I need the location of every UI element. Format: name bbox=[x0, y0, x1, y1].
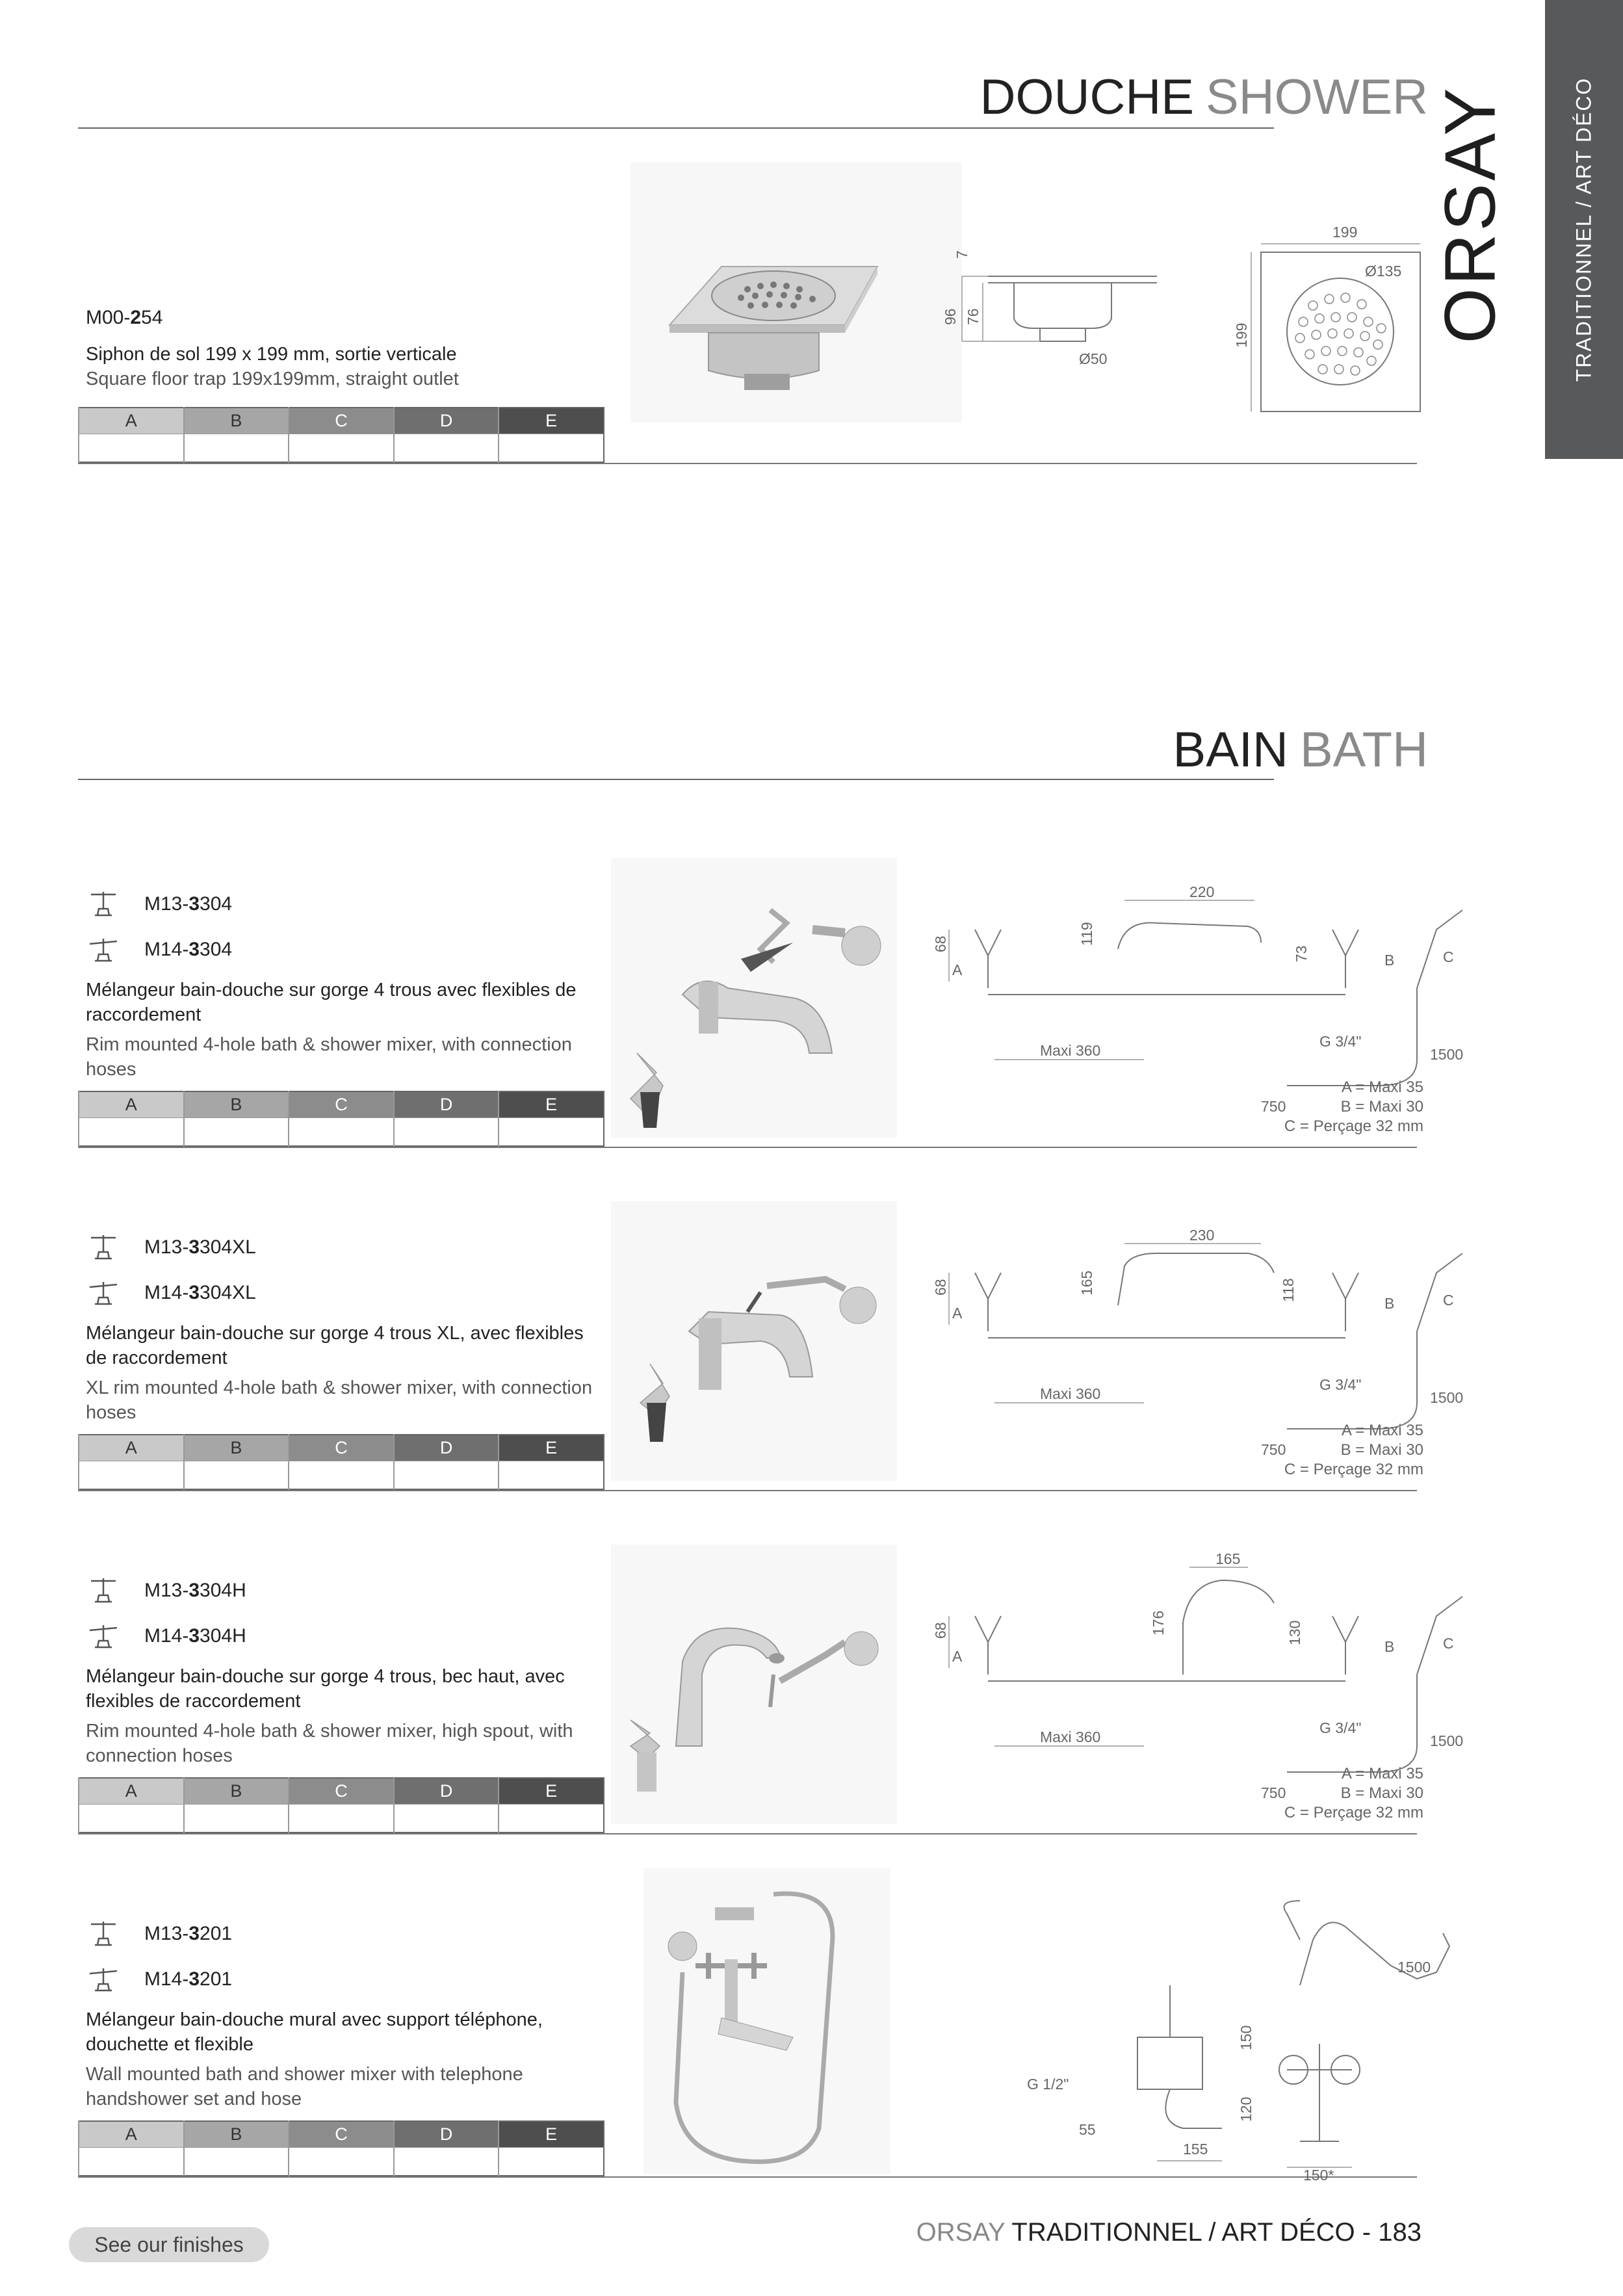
svg-text:76: 76 bbox=[965, 308, 981, 325]
svg-text:119: 119 bbox=[1078, 922, 1095, 946]
crosshead-handle-icon bbox=[86, 1576, 121, 1606]
section-rule bbox=[78, 779, 1274, 780]
product-reference: M13- 3 304 bbox=[86, 889, 232, 919]
svg-text:73: 73 bbox=[1293, 945, 1310, 962]
bath-mixer-photo bbox=[611, 858, 897, 1138]
svg-text:750: 750 bbox=[1261, 1784, 1286, 1801]
footer-brand: ORSAY bbox=[916, 2218, 1006, 2247]
svg-text:199: 199 bbox=[1233, 322, 1250, 348]
bath-mixer-high-spout-photo bbox=[611, 1545, 897, 1824]
bath-mixer-xl-photo bbox=[611, 1201, 897, 1481]
installation-notes: A = Maxi 35 B = Maxi 30 C = Perçage 32 mm bbox=[1284, 1422, 1423, 1478]
finish-column-a[interactable]: A bbox=[79, 408, 184, 434]
svg-text:165: 165 bbox=[1078, 1270, 1095, 1296]
product-divider bbox=[78, 1833, 1417, 1834]
section-title-shower bbox=[980, 69, 1428, 125]
product-divider bbox=[78, 463, 1417, 464]
floor-trap-photo bbox=[630, 163, 962, 423]
svg-text:Ø135: Ø135 bbox=[1365, 263, 1402, 280]
finish-table bbox=[78, 407, 604, 463]
svg-text:B: B bbox=[1384, 1295, 1395, 1312]
finish-column-a[interactable]: A bbox=[79, 1091, 184, 1117]
svg-text:68: 68 bbox=[932, 935, 949, 952]
product-divider bbox=[78, 1490, 1417, 1491]
svg-text:Maxi 360: Maxi 360 bbox=[1040, 1385, 1101, 1402]
finish-column-b[interactable]: B bbox=[184, 1091, 289, 1117]
svg-text:118: 118 bbox=[1280, 1278, 1297, 1302]
product-reference: M14- 3 304XL bbox=[86, 1278, 256, 1308]
description-fr: Mélangeur bain-douche sur gorge 4 trous avec flexibles de raccordement bbox=[86, 980, 577, 1025]
finish-column-c[interactable]: C bbox=[289, 408, 394, 434]
finish-column-b[interactable]: B bbox=[184, 1778, 289, 1804]
finish-column-b[interactable]: B bbox=[184, 1435, 289, 1461]
svg-text:G 3/4": G 3/4" bbox=[1319, 1719, 1362, 1736]
crosshead-handle-icon bbox=[86, 1233, 121, 1262]
product-reference: M13- 3 304H bbox=[86, 1576, 246, 1606]
section-title-fr: DOUCHE bbox=[980, 70, 1194, 125]
svg-text:A: A bbox=[952, 1305, 963, 1322]
product-divider bbox=[78, 1147, 1417, 1148]
product-reference: M14- 3 201 bbox=[86, 1964, 232, 1994]
finish-column-d[interactable]: D bbox=[394, 1435, 499, 1461]
finish-table bbox=[78, 1434, 604, 1490]
svg-text:1500: 1500 bbox=[1430, 1046, 1464, 1063]
finish-column-d[interactable]: D bbox=[394, 1778, 499, 1804]
svg-text:130: 130 bbox=[1286, 1620, 1303, 1645]
svg-text:68: 68 bbox=[932, 1622, 949, 1639]
finish-table bbox=[78, 1777, 604, 1833]
svg-text:165: 165 bbox=[1215, 1550, 1241, 1567]
finish-table bbox=[78, 2120, 604, 2176]
lever-handle-icon bbox=[86, 1278, 121, 1308]
installation-notes: A = Maxi 35 B = Maxi 30 C = Perçage 32 mm bbox=[1284, 1078, 1423, 1135]
svg-text:C: C bbox=[1443, 948, 1454, 965]
svg-text:G 3/4": G 3/4" bbox=[1319, 1376, 1362, 1393]
svg-text:750: 750 bbox=[1261, 1098, 1286, 1115]
svg-text:A: A bbox=[952, 1648, 963, 1665]
lever-handle-icon bbox=[86, 1621, 121, 1651]
finish-column-c[interactable]: C bbox=[289, 1435, 394, 1461]
svg-text:1500: 1500 bbox=[1430, 1732, 1464, 1749]
description-en: Rim mounted 4-hole bath & shower mixer, high spout, with connection hoses bbox=[86, 1721, 573, 1766]
description-fr: Mélangeur bain-douche sur gorge 4 trous XL, avec flexibles de raccordement bbox=[86, 1323, 584, 1368]
finish-column-b[interactable]: B bbox=[184, 408, 289, 434]
svg-text:1500: 1500 bbox=[1397, 1959, 1431, 1976]
svg-text:7: 7 bbox=[954, 250, 970, 259]
svg-text:220: 220 bbox=[1189, 883, 1215, 900]
svg-text:155: 155 bbox=[1183, 2141, 1208, 2158]
section-title-en: SHOWER bbox=[1206, 70, 1428, 125]
svg-text:Maxi 360: Maxi 360 bbox=[1040, 1042, 1101, 1059]
page-number: 183 bbox=[1378, 2218, 1422, 2247]
footer-collection: TRADITIONNEL / ART DÉCO bbox=[1011, 2218, 1355, 2247]
product-block bbox=[78, 858, 1464, 1151]
product-reference: M13- 3 304XL bbox=[86, 1233, 256, 1262]
svg-text:G 1/2": G 1/2" bbox=[1027, 2076, 1069, 2093]
floor-trap-technical-drawing bbox=[923, 208, 1402, 423]
svg-text:199: 199 bbox=[1332, 224, 1358, 241]
finish-table bbox=[78, 1091, 604, 1147]
see-finishes-button[interactable]: See our finishes bbox=[69, 2227, 269, 2262]
crosshead-handle-icon bbox=[86, 889, 121, 919]
svg-text:230: 230 bbox=[1189, 1227, 1215, 1244]
description-fr: Mélangeur bain-douche mural avec support téléphone, douchette et flexible bbox=[86, 2009, 543, 2055]
svg-text:96: 96 bbox=[942, 308, 959, 325]
product-reference: M00- 2 54 bbox=[86, 307, 163, 328]
section-title-bath bbox=[1173, 722, 1428, 778]
description-en: XL rim mounted 4-hole bath & shower mixer, with connection hoses bbox=[86, 1377, 593, 1423]
wall-mixer-photo bbox=[643, 1868, 890, 2174]
svg-text:Ø50: Ø50 bbox=[1079, 350, 1108, 367]
crosshead-handle-icon bbox=[86, 1919, 121, 1949]
finish-column-a[interactable]: A bbox=[79, 2121, 184, 2147]
svg-text:B: B bbox=[1384, 1638, 1395, 1655]
finish-column-e[interactable]: E bbox=[499, 408, 604, 434]
svg-text:750: 750 bbox=[1261, 1441, 1286, 1458]
svg-text:C: C bbox=[1443, 1635, 1454, 1652]
description-fr: Siphon de sol 199 x 199 mm, sortie verticale bbox=[86, 344, 457, 365]
svg-text:176: 176 bbox=[1150, 1610, 1167, 1636]
finish-column-d[interactable]: D bbox=[394, 2121, 499, 2147]
lever-handle-icon bbox=[86, 1964, 121, 1994]
svg-text:A: A bbox=[952, 961, 963, 978]
svg-text:150: 150 bbox=[1238, 2025, 1254, 2050]
collection-tab-label: TRADITIONNEL / ART DÉCO bbox=[1572, 77, 1596, 382]
svg-text:55: 55 bbox=[1079, 2121, 1096, 2138]
product-reference: M14- 3 304 bbox=[86, 935, 232, 965]
svg-text:B: B bbox=[1384, 952, 1395, 969]
description-en: Square floor trap 199x199mm, straight outlet bbox=[86, 369, 459, 389]
finish-column-c[interactable]: C bbox=[289, 2121, 394, 2147]
description-fr: Mélangeur bain-douche sur gorge 4 trous, bec haut, avec flexibles de raccordement bbox=[86, 1666, 565, 1712]
lever-handle-icon bbox=[86, 935, 121, 965]
svg-text:1500: 1500 bbox=[1430, 1389, 1464, 1406]
wall-mixer-technical-drawing bbox=[923, 1875, 1508, 2184]
finish-column-c[interactable]: C bbox=[289, 1091, 394, 1117]
product-block bbox=[78, 1888, 1431, 2184]
finish-column-d[interactable]: D bbox=[394, 408, 499, 434]
svg-text:150*: 150* bbox=[1303, 2167, 1334, 2184]
finish-column-d[interactable]: D bbox=[394, 1091, 499, 1117]
product-block bbox=[78, 1201, 1464, 1494]
description-en: Wall mounted bath and shower mixer with telephone handshower set and hose bbox=[86, 2064, 523, 2109]
svg-text:120: 120 bbox=[1238, 2096, 1254, 2122]
finish-column-a[interactable]: A bbox=[79, 1435, 184, 1461]
description-en: Rim mounted 4-hole bath & shower mixer, with connection hoses bbox=[86, 1034, 572, 1080]
footer-separator: - bbox=[1362, 2218, 1371, 2247]
svg-text:Maxi 360: Maxi 360 bbox=[1040, 1729, 1101, 1745]
installation-notes: A = Maxi 35 B = Maxi 30 C = Perçage 32 mm bbox=[1284, 1765, 1423, 1821]
finish-column-e[interactable]: E bbox=[499, 1091, 604, 1117]
finish-column-a[interactable]: A bbox=[79, 1778, 184, 1804]
section-title-fr: BAIN bbox=[1173, 722, 1288, 777]
product-reference: M14- 3 304H bbox=[86, 1621, 246, 1651]
section-title-en: BATH bbox=[1299, 722, 1428, 777]
finish-column-e[interactable]: E bbox=[499, 1435, 604, 1461]
brand-vertical-title: ORSAY bbox=[1430, 85, 1511, 344]
finish-column-e[interactable]: E bbox=[499, 2121, 604, 2147]
product-block bbox=[78, 150, 1417, 465]
svg-text:68: 68 bbox=[932, 1279, 949, 1296]
svg-text:C: C bbox=[1443, 1292, 1454, 1309]
svg-text:G 3/4": G 3/4" bbox=[1319, 1033, 1362, 1050]
page-footer bbox=[916, 2218, 1422, 2247]
product-reference: M13- 3 201 bbox=[86, 1919, 232, 1949]
finish-column-b[interactable]: B bbox=[184, 2121, 289, 2147]
section-rule bbox=[78, 127, 1274, 129]
finish-column-c[interactable]: C bbox=[289, 1778, 394, 1804]
product-block bbox=[78, 1545, 1464, 1837]
finish-column-e[interactable]: E bbox=[499, 1778, 604, 1804]
